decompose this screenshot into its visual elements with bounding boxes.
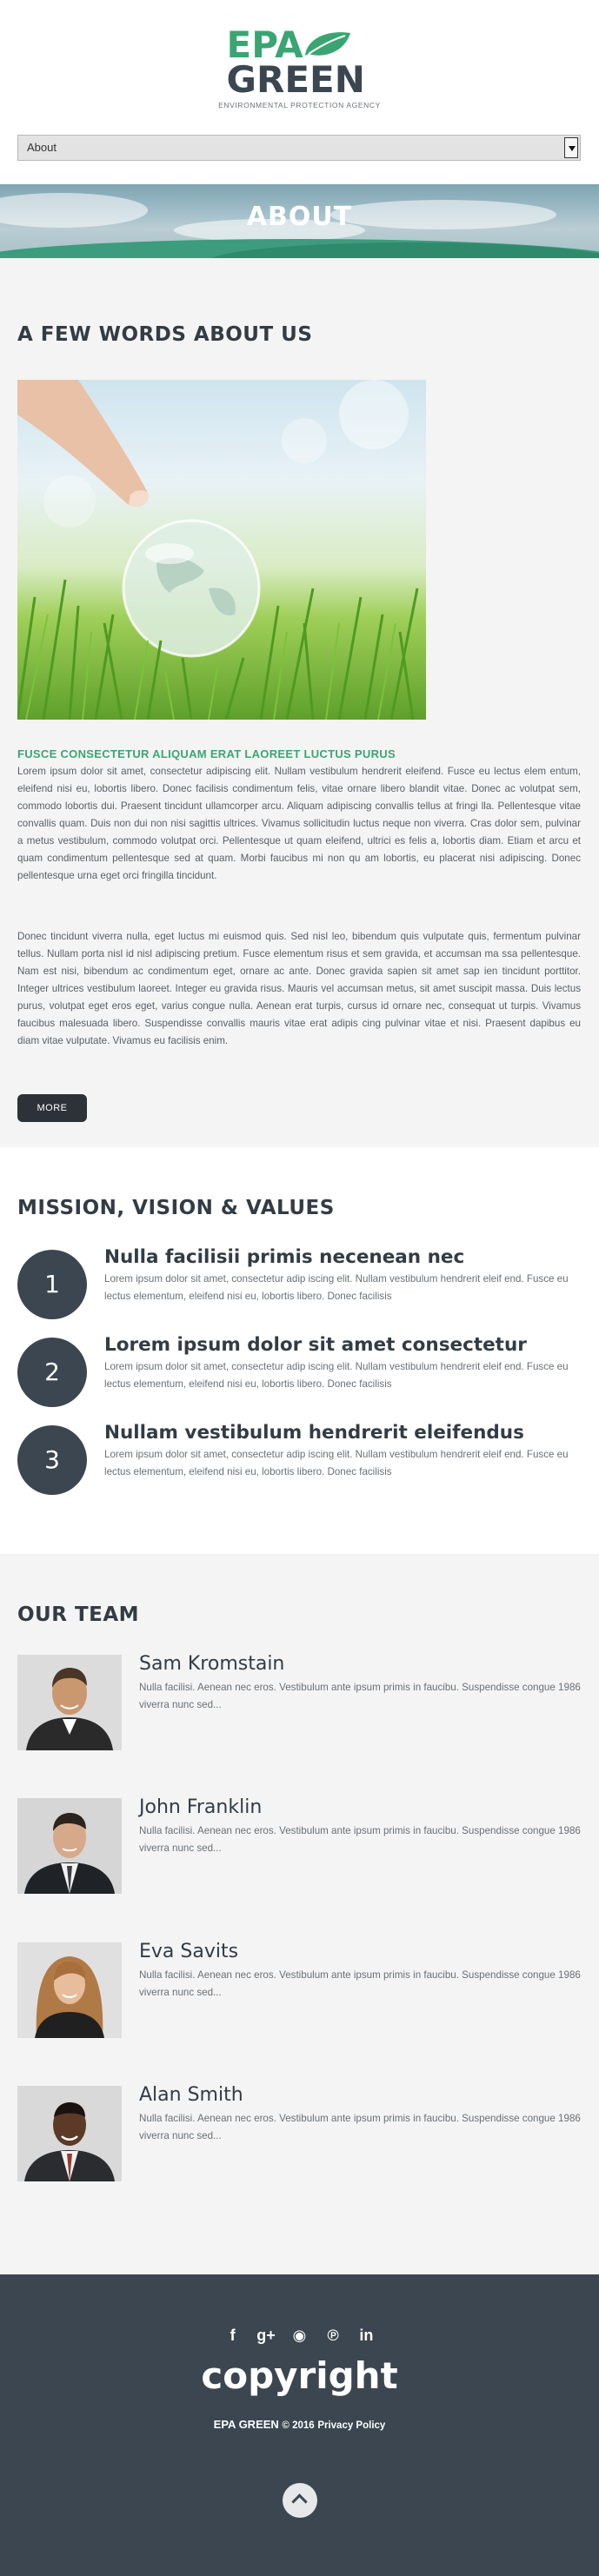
mission-item-text: Lorem ipsum dolor sit amet, consectetur adip iscing elit. Nullam vestibulum hendrerit eleif end. Fusce eu lectus elementum, eleifend nisi eu, lobortis libero. Donec facilisis <box>104 1449 569 1477</box>
more-button[interactable]: MORE <box>17 1094 87 1122</box>
team-heading: OUR TEAM <box>17 1603 140 1626</box>
avatar[interactable] <box>17 1798 122 1894</box>
logo-green-text: GREEN <box>226 58 365 101</box>
team-member-bio: Nulla facilisi. Aenean nec eros. Vestibulum ante ipsum primis in faucibu. Suspendisse congue 1986 viverra nunc sed... <box>139 1825 581 1854</box>
about-subtitle: FUSCE CONSECTETUR ALIQUAM ERAT LAOREET LUCTUS PURUS <box>17 747 396 760</box>
nav-dropdown[interactable] <box>17 135 581 161</box>
pinterest-icon[interactable]: ℗ <box>327 2327 339 2344</box>
linkedin-icon[interactable]: in <box>359 2327 374 2344</box>
team-member <box>17 2086 582 2190</box>
person-photo <box>17 1798 122 1894</box>
globe-in-grass-image <box>17 380 426 720</box>
person-photo <box>17 2086 122 2181</box>
facebook-icon[interactable]: f <box>230 2327 236 2344</box>
site-header <box>0 0 599 184</box>
about-image <box>17 380 426 720</box>
nav-selected-label: About <box>27 141 57 154</box>
about-heading: A FEW WORDS ABOUT US <box>17 323 313 346</box>
person-photo <box>17 1655 122 1750</box>
person-photo <box>17 1942 122 2038</box>
team-member-name[interactable]: John Franklin <box>139 1796 263 1818</box>
chevron-down-icon[interactable] <box>564 137 578 158</box>
avatar[interactable] <box>17 1655 122 1750</box>
site-footer <box>0 2274 599 2576</box>
logo-tagline: ENVIRONMENTAL PROTECTION AGENCY <box>218 101 381 110</box>
mission-item-text: Lorem ipsum dolor sit amet, consectetur adip iscing elit. Nullam vestibulum hendrerit eleif end. Fusce eu lectus elementum, eleifend nisi eu, lobortis libero. Donec facilisis <box>104 1361 569 1390</box>
google-plus-icon[interactable]: g+ <box>256 2327 276 2344</box>
team-member <box>17 1655 582 1759</box>
mission-number: 2 <box>17 1338 87 1407</box>
team-member-name[interactable]: Sam Kromstain <box>139 1653 285 1675</box>
team-member <box>17 1942 582 2047</box>
footer-brand: EPA GREEN <box>213 2418 279 2431</box>
scroll-to-top-button[interactable] <box>283 2483 317 2518</box>
logo-epa-text: EPA <box>226 23 303 66</box>
about-paragraph-2: Donec tincidunt viverra nulla, eget luctus mi euismod quis. Sed nisl leo, bibendum quis vulputate quis, fermentum pulvinar tellus. Nullam porta nisl id nisl adipiscing pretium. Fusce elementum risus et sem gravida, et accumsan ma ssa pellentesque. Nam est nisi, bibendum ac condimentum eget, ornare ac ante. Donec gravida sapien sit amet sap ien tincidunt porttitor. Integer ultrices vestibulum laoreet. Integer eu gravida risus. Mauris vel accumsan metus, sit amet suscipit massa. Duis lectus purus, volutpat eget eros eget, varius congue nulla. Aenean erat turpis, cursus id ornare nec, consequat ut turpis. Vivamus faucibus malesuada libero. Suspendisse convallis mauris vitae erat adipis cing pulvinar vitae et nisi. Praesent dapibus eu diam vitae vulputate. Vivamus eu facilisis enim. <box>17 931 581 1046</box>
privacy-policy-link[interactable]: Privacy Policy <box>317 2420 386 2431</box>
leaf-icon <box>302 30 352 59</box>
mission-number: 1 <box>17 1250 87 1319</box>
mission-item <box>17 1334 582 1416</box>
copyright-title: copyright <box>201 2354 398 2397</box>
mission-item <box>17 1246 582 1328</box>
avatar[interactable] <box>17 1942 122 2038</box>
mission-item-title[interactable]: Nulla facilisii primis necenean nec <box>104 1246 465 1268</box>
copyright-line <box>0 2418 599 2431</box>
about-paragraph-1: Lorem ipsum dolor sit amet, consectetur adipiscing elit. Nullam vestibulum hendrerit eleifend. Fusce eu lectus elem entum, eleifend nisi eu, lobortis libero. Donec facilisis condimentum felis, vitae ornare libero blandit vitae. Donec ac volutpat sem, commodo lobortis dui. Praesent tincidunt ullamcorper arcu. Aliquam adipiscing convallis tellus at fringi lla. Pellentesque vitae convallis quam. Duis non dui non nisi sagittis ultrices. Vivamus sollicitudin luctus neque non viverra. Cras dolor sem, pulvinar a metus vestibulum, commodo volutpat orci. Pellentesque ut quam eleifend, ultrici es felis a, lobortis diam. Etiam et arcu et quam condimentum pellentesque sed at quam. Morbi faucibus mi non qu am lobortis, eu placerat nisi adipiscing. Donec pellentesque urna eget orci fringilla tincidunt. <box>17 766 581 881</box>
team-member-bio: Nulla facilisi. Aenean nec eros. Vestibulum ante ipsum primis in faucibu. Suspendisse congue 1986 viverra nunc sed... <box>139 1969 581 1998</box>
mission-number: 3 <box>17 1425 87 1495</box>
rss-icon[interactable]: ◉ <box>292 2327 307 2344</box>
mission-item <box>17 1422 582 1504</box>
footer-year: © 2016 <box>282 2420 315 2431</box>
team-member-bio: Nulla facilisi. Aenean nec eros. Vestibulum ante ipsum primis in faucibu. Suspendisse congue 1986 viverra nunc sed... <box>139 1682 581 1710</box>
avatar[interactable] <box>17 2086 122 2181</box>
mission-item-title[interactable]: Lorem ipsum dolor sit amet consectetur <box>104 1334 527 1356</box>
social-links <box>0 2325 599 2346</box>
mission-heading: MISSION, VISION & VALUES <box>17 1197 335 1219</box>
team-member-name[interactable]: Alan Smith <box>139 2084 243 2106</box>
page-title: ABOUT <box>246 202 353 232</box>
logo[interactable] <box>0 23 599 114</box>
team-member <box>17 1798 582 1902</box>
team-member-bio: Nulla facilisi. Aenean nec eros. Vestibulum ante ipsum primis in faucibu. Suspendisse congue 1986 viverra nunc sed... <box>139 2113 581 2141</box>
page-banner <box>0 184 599 258</box>
team-member-name[interactable]: Eva Savits <box>139 1941 239 1962</box>
mission-item-text: Lorem ipsum dolor sit amet, consectetur adip iscing elit. Nullam vestibulum hendrerit eleif end. Fusce eu lectus elementum, eleifend nisi eu, lobortis libero. Donec facilisis <box>104 1273 569 1302</box>
mission-item-title[interactable]: Nullam vestibulum hendrerit eleifendus <box>104 1422 524 1444</box>
